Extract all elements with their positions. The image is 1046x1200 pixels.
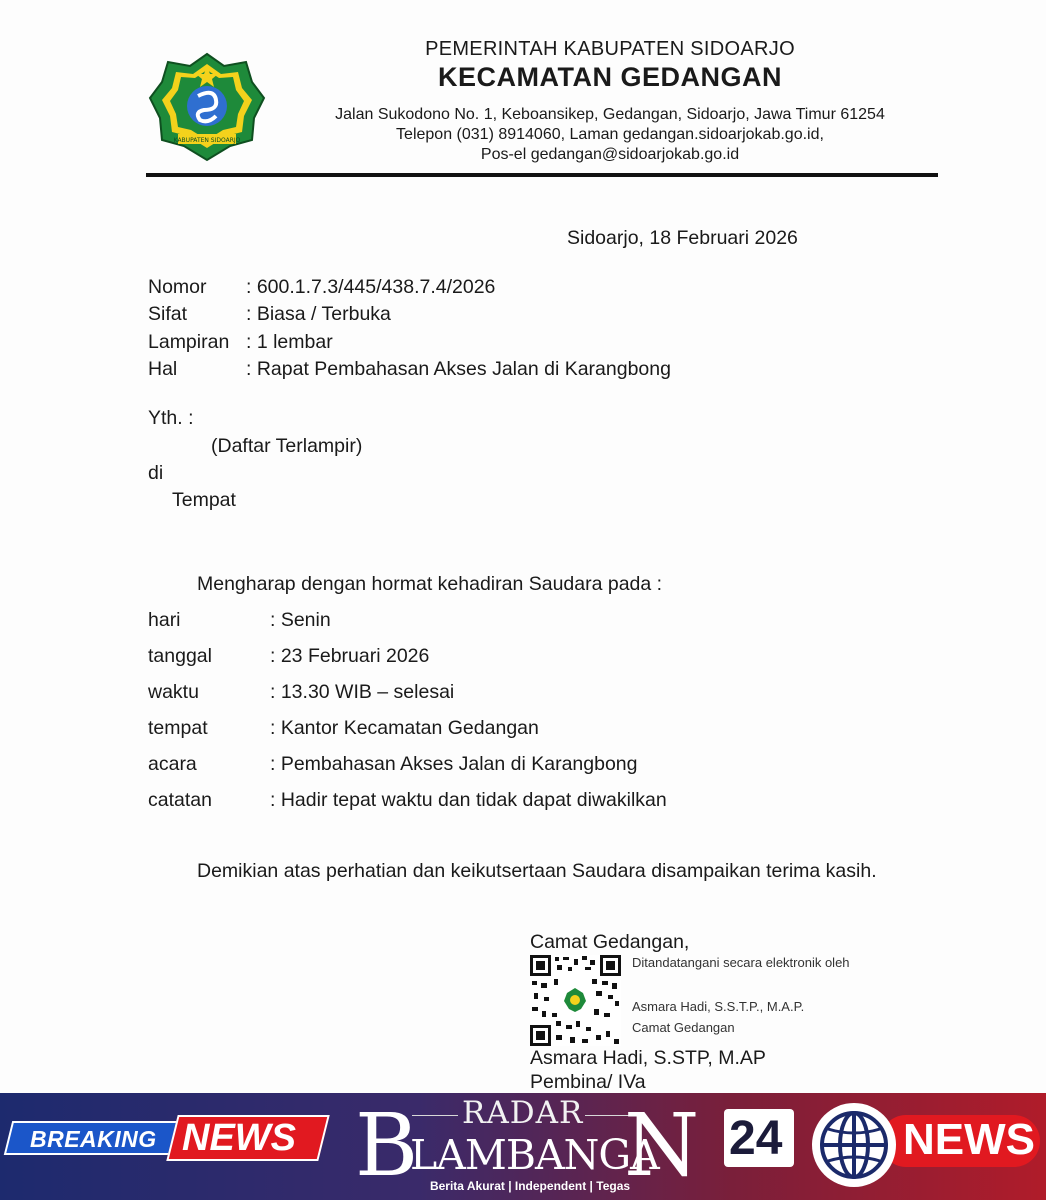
signatory-position: Camat Gedangan, [530, 931, 690, 953]
detail-value: : Senin [270, 609, 331, 631]
logo-caption: KABUPATEN SIDOARJO [173, 137, 241, 144]
globe-icon [808, 1099, 900, 1191]
esign-name: Asmara Hadi, S.S.T.P., M.A.P. [632, 999, 805, 1014]
office-name: KECAMATAN GEDANGAN [438, 62, 782, 92]
detail-label: catatan [148, 789, 212, 811]
address-line-3: Pos-el gedangan@sidoarjokab.go.id [480, 146, 740, 163]
detail-value: : 23 Februari 2026 [270, 645, 430, 667]
detail-value: : 13.30 WIB – selesai [270, 681, 455, 703]
signatory-rank: Pembina/ IVa [530, 1071, 646, 1093]
meta-value: : 600.1.7.3/445/438.7.4/2026 [246, 276, 496, 298]
radar-tagline: Berita Akurat | Independent | Tegas [429, 1179, 631, 1193]
detail-label: tanggal [148, 645, 212, 667]
detail-value: : Kantor Kecamatan Gedangan [270, 717, 539, 739]
radar-rule-left [412, 1115, 458, 1116]
detail-label: waktu [148, 681, 199, 703]
meta-value: : Rapat Pembahasan Akses Jalan di Karangbong [246, 358, 671, 380]
meta-label: Hal [148, 358, 178, 380]
breaking-label: BREAKING [30, 1126, 157, 1152]
news-banner [0, 1093, 1046, 1200]
news-label-left: NEWS [182, 1117, 296, 1159]
meta-value: : Biasa / Terbuka [246, 303, 391, 325]
sidoarjo-emblem-icon [148, 48, 266, 164]
meta-value: : 1 lembar [246, 331, 333, 353]
address-line-2: Telepon (031) 8914060, Laman gedangan.sidoarjokab.go.id, [396, 126, 824, 143]
closing-paragraph: Demikian atas perhatian dan keikutsertaan Saudara disampaikan terima kasih. [197, 860, 877, 882]
addressee-di: di [148, 462, 164, 484]
blambangan-final: N [624, 1096, 700, 1196]
detail-label: hari [148, 609, 181, 631]
qr-code-icon [530, 955, 621, 1046]
address-line-1: Jalan Sukodono No. 1, Keboansikep, Gedangan, Sidoarjo, Jawa Timur 61254 [335, 106, 885, 123]
detail-value: : Pembahasan Akses Jalan di Karangbong [270, 753, 638, 775]
government-name: PEMERINTAH KABUPATEN SIDOARJO [425, 38, 795, 60]
meta-label: Lampiran [148, 331, 230, 353]
addressee-yth: Yth. : [148, 407, 194, 429]
meta-label: Sifat [148, 303, 188, 325]
detail-value: : Hadir tepat waktu dan tidak dapat diwakilkan [270, 789, 667, 811]
detail-label: acara [148, 753, 197, 775]
signatory-name: Asmara Hadi, S.STP, M.AP [530, 1047, 766, 1069]
esign-role: Camat Gedangan [632, 1020, 735, 1035]
blambangan-middle: LAMBANGA [410, 1131, 659, 1179]
letter-date: Sidoarjo, 18 Februari 2026 [567, 227, 798, 249]
news-label-right: NEWS [903, 1115, 1035, 1164]
radar-label: RADAR [462, 1095, 584, 1131]
addressee-list: (Daftar Terlampir) [211, 435, 363, 457]
meta-label: Nomor [148, 276, 207, 298]
addressee-place: Tempat [172, 489, 236, 511]
esign-note: Ditandatangani secara elektronik oleh [632, 955, 850, 970]
opening-paragraph: Mengharap dengan hormat kehadiran Saudara pada : [197, 573, 663, 595]
blambangan-initial: B [355, 1096, 419, 1196]
detail-label: tempat [148, 717, 208, 739]
badge-24-label: 24 [729, 1112, 783, 1165]
letterhead-divider [146, 173, 938, 177]
